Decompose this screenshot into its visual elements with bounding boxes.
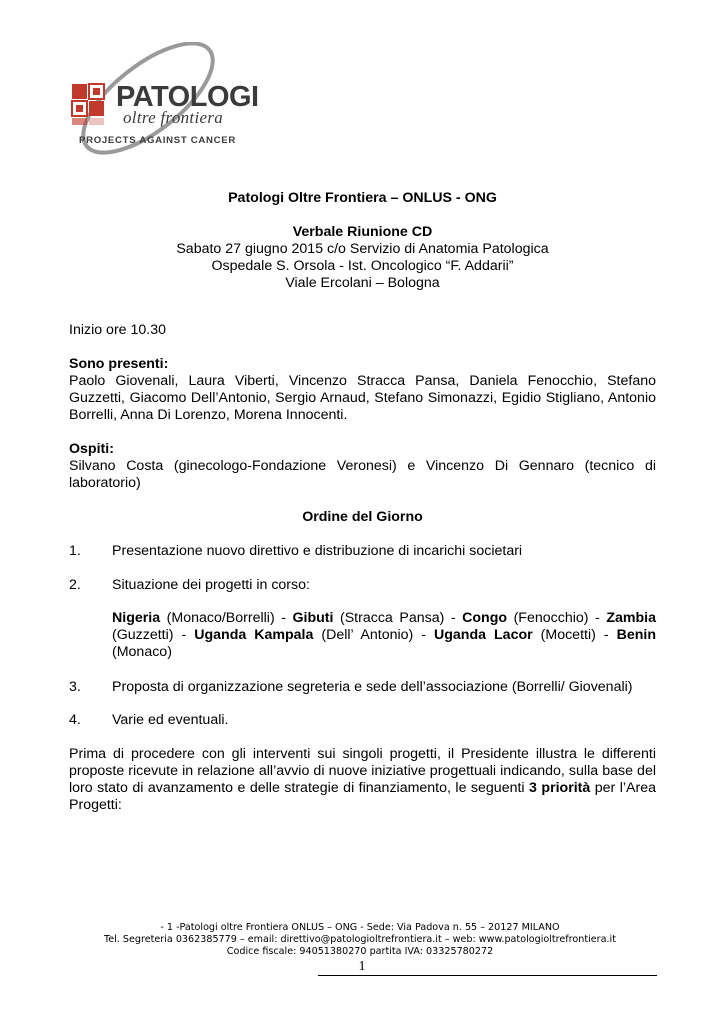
project-country: Congo [462, 610, 508, 626]
priority-count: 3 priorità [529, 780, 591, 796]
agenda-item-number: 3. [69, 679, 81, 695]
project-reference: (Mocetti) - [532, 627, 617, 643]
project-country: Benin [616, 627, 656, 643]
project-reference: (Monaco) [112, 644, 172, 660]
logo-tagline: PROJECTS AGAINST CANCER [79, 135, 236, 146]
project-country: Uganda Kampala [194, 627, 314, 643]
agenda-item-text: Situazione dei progetti in corso: [112, 577, 310, 593]
logo-subtitle: oltre frontiera [123, 108, 224, 127]
project-country: Nigeria [112, 610, 161, 626]
footer-tax-codes: Codice fiscale: 94051380270 partita IVA: 03325780272 [226, 946, 494, 957]
start-time: Inizio ore 10.30 [69, 322, 167, 338]
present-list: Paolo Giovenali, Laura Viberti, Vincenzo Stracca Pansa, Daniela Fenocchio, Stefano Guzzetti, Giacomo Dell’Antonio, Sergio Arnaud, Stefano Simonazzi, Egidio Stigliano, Antonio Borrelli, Anna Di Lorenzo, Morena Innocenti. [69, 373, 656, 423]
project-reference: (Monaco/Borrelli) - [160, 610, 293, 626]
present-label: Sono presenti: [69, 356, 169, 372]
footer-rule [318, 975, 657, 976]
meeting-date-location: Sabato 27 giugno 2015 c/o Servizio di Anatomia Patologica [176, 241, 549, 257]
meeting-hospital: Ospedale S. Orsola - Ist. Oncologico “F. Addarii” [211, 258, 514, 274]
project-reference: (Stracca Pansa) - [333, 610, 463, 626]
project-country: Gibuti [292, 610, 334, 626]
agenda-title: Ordine del Giorno [302, 509, 423, 525]
project-country: Zambia [606, 610, 656, 626]
page-number: 1 [358, 959, 366, 974]
agenda-item-text: Presentazione nuovo direttivo e distribuzione di incarichi societari [112, 543, 523, 559]
agenda-item-number: 2. [69, 577, 81, 593]
meeting-address: Viale Ercolani – Bologna [285, 275, 440, 291]
project-reference: (Fenocchio) - [507, 610, 607, 626]
guests-list: Silvano Costa (ginecologo-Fondazione Veronesi) e Vincenzo Di Gennaro (tecnico di laboratorio) [69, 458, 656, 491]
logo-title: PATOLOGI [116, 81, 259, 113]
project-reference: (Guzzetti) - [112, 627, 195, 643]
document-title: Verbale Riunione CD [292, 224, 433, 240]
project-country: Uganda Lacor [433, 627, 533, 643]
footer-contacts: Tel. Segreteria 0362385779 – email: direttivo@patologioltrefrontiera.it – web: www.patologioltrefrontiera.it [104, 934, 616, 945]
projects-list [112, 610, 656, 661]
agenda-item-number: 1. [69, 543, 81, 559]
closing-text-start: Prima di procedere con gli interventi sui singoli progetti, il Presidente illustra le differenti proposte ricevute in relazione all’avvio di nuove iniziative progettuali indicando, sulla base del loro stato di avanzamento e delle strategie di finanziamento, le seguenti [69, 746, 656, 796]
project-reference: (Dell’ Antonio) - [313, 627, 434, 643]
closing-paragraph [69, 746, 656, 814]
organization-name: Patologi Oltre Frontiera – ONLUS - ONG [228, 190, 497, 206]
organization-logo [66, 42, 259, 156]
guests-label: Ospiti: [69, 441, 114, 457]
agenda-item-text: Varie ed eventuali. [112, 712, 229, 728]
footer-address: - 1 -Patologi oltre Frontiera ONLUS – ONG - Sede: Via Padova n. 55 – 20127 MILANO [160, 922, 560, 933]
closing-text-end: per l’Area Progetti: [69, 780, 656, 813]
agenda-item-text: Proposta di organizzazione segreteria e sede dell’associazione (Borrelli/ Giovenali) [112, 679, 633, 695]
agenda-item-number: 4. [69, 712, 81, 728]
